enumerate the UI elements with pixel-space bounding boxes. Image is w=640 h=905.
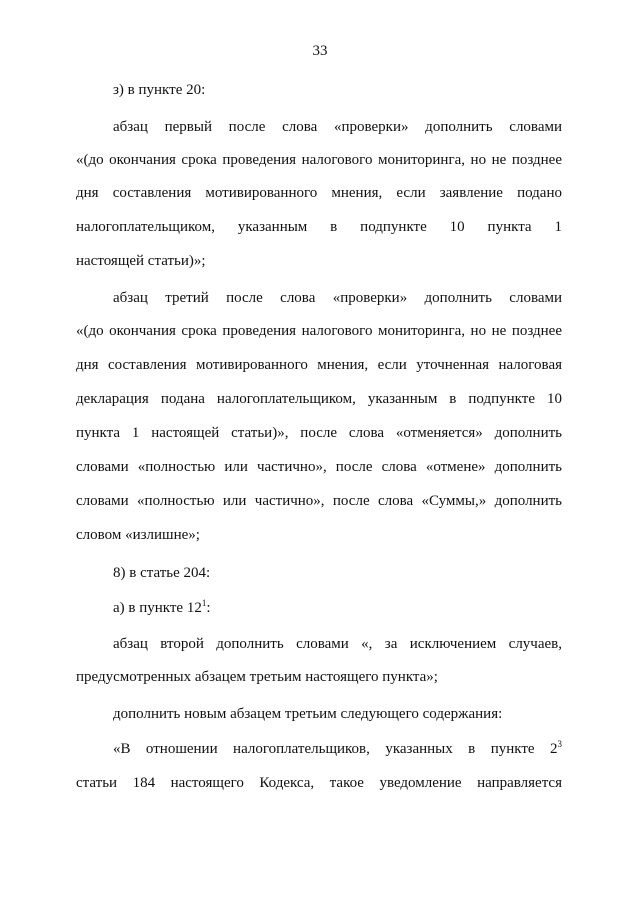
text-line: дня составления мотивированного мнения, если уточненная налоговая [76, 357, 562, 373]
text-line: налогоплательщиком, указанным в подпункте 10 пункта 1 [76, 219, 562, 235]
text-line: словом «излишне»; [76, 527, 200, 543]
text-line-item-8: 8) в статье 204: [113, 565, 211, 581]
text-line: «В отношении налогоплательщиков, указанных в пункте $2^3$ [113, 739, 562, 757]
page-number: 33 [312, 43, 328, 59]
text-line: словами «полностью или частично», после слова «Суммы,» дополнить [76, 493, 562, 509]
superscript: 1 [201, 598, 207, 608]
text-line: дня составления мотивированного мнения, если заявление подано [76, 185, 562, 201]
superscript: 3 [557, 739, 562, 749]
text-line: предусмотренных абзацем третьим настоящего пункта»; [76, 669, 438, 685]
text-line: дополнить новым абзацем третьим следующего содержания: [113, 706, 503, 722]
text-line-item-z: з) в пункте 20: [113, 82, 206, 98]
text-line: пункта 1 настоящей статьи)», после слова «отменяется» дополнить [76, 425, 562, 441]
text-line-item-a: а) в пункте $12^1$: [113, 598, 211, 616]
text-line: абзац второй дополнить словами «, за исключением случаев, [113, 636, 562, 652]
text-line: статьи 184 настоящего Кодекса, такое уведомление направляется [76, 775, 562, 791]
text-line: «(до окончания срока проведения налогового мониторинга, но не позднее [76, 323, 562, 339]
text-line: настоящей статьи)»; [76, 253, 206, 269]
text-line: декларация подана налогоплательщиком, указанным в подпункте 10 [76, 391, 562, 407]
text-line: словами «полностью или частично», после слова «отмене» дополнить [76, 459, 562, 475]
text-line: «(до окончания срока проведения налогового мониторинга, но не позднее [76, 152, 562, 168]
text-line: абзац третий после слова «проверки» дополнить словами [113, 290, 562, 306]
text-line: абзац первый после слова «проверки» дополнить словами [113, 119, 562, 135]
